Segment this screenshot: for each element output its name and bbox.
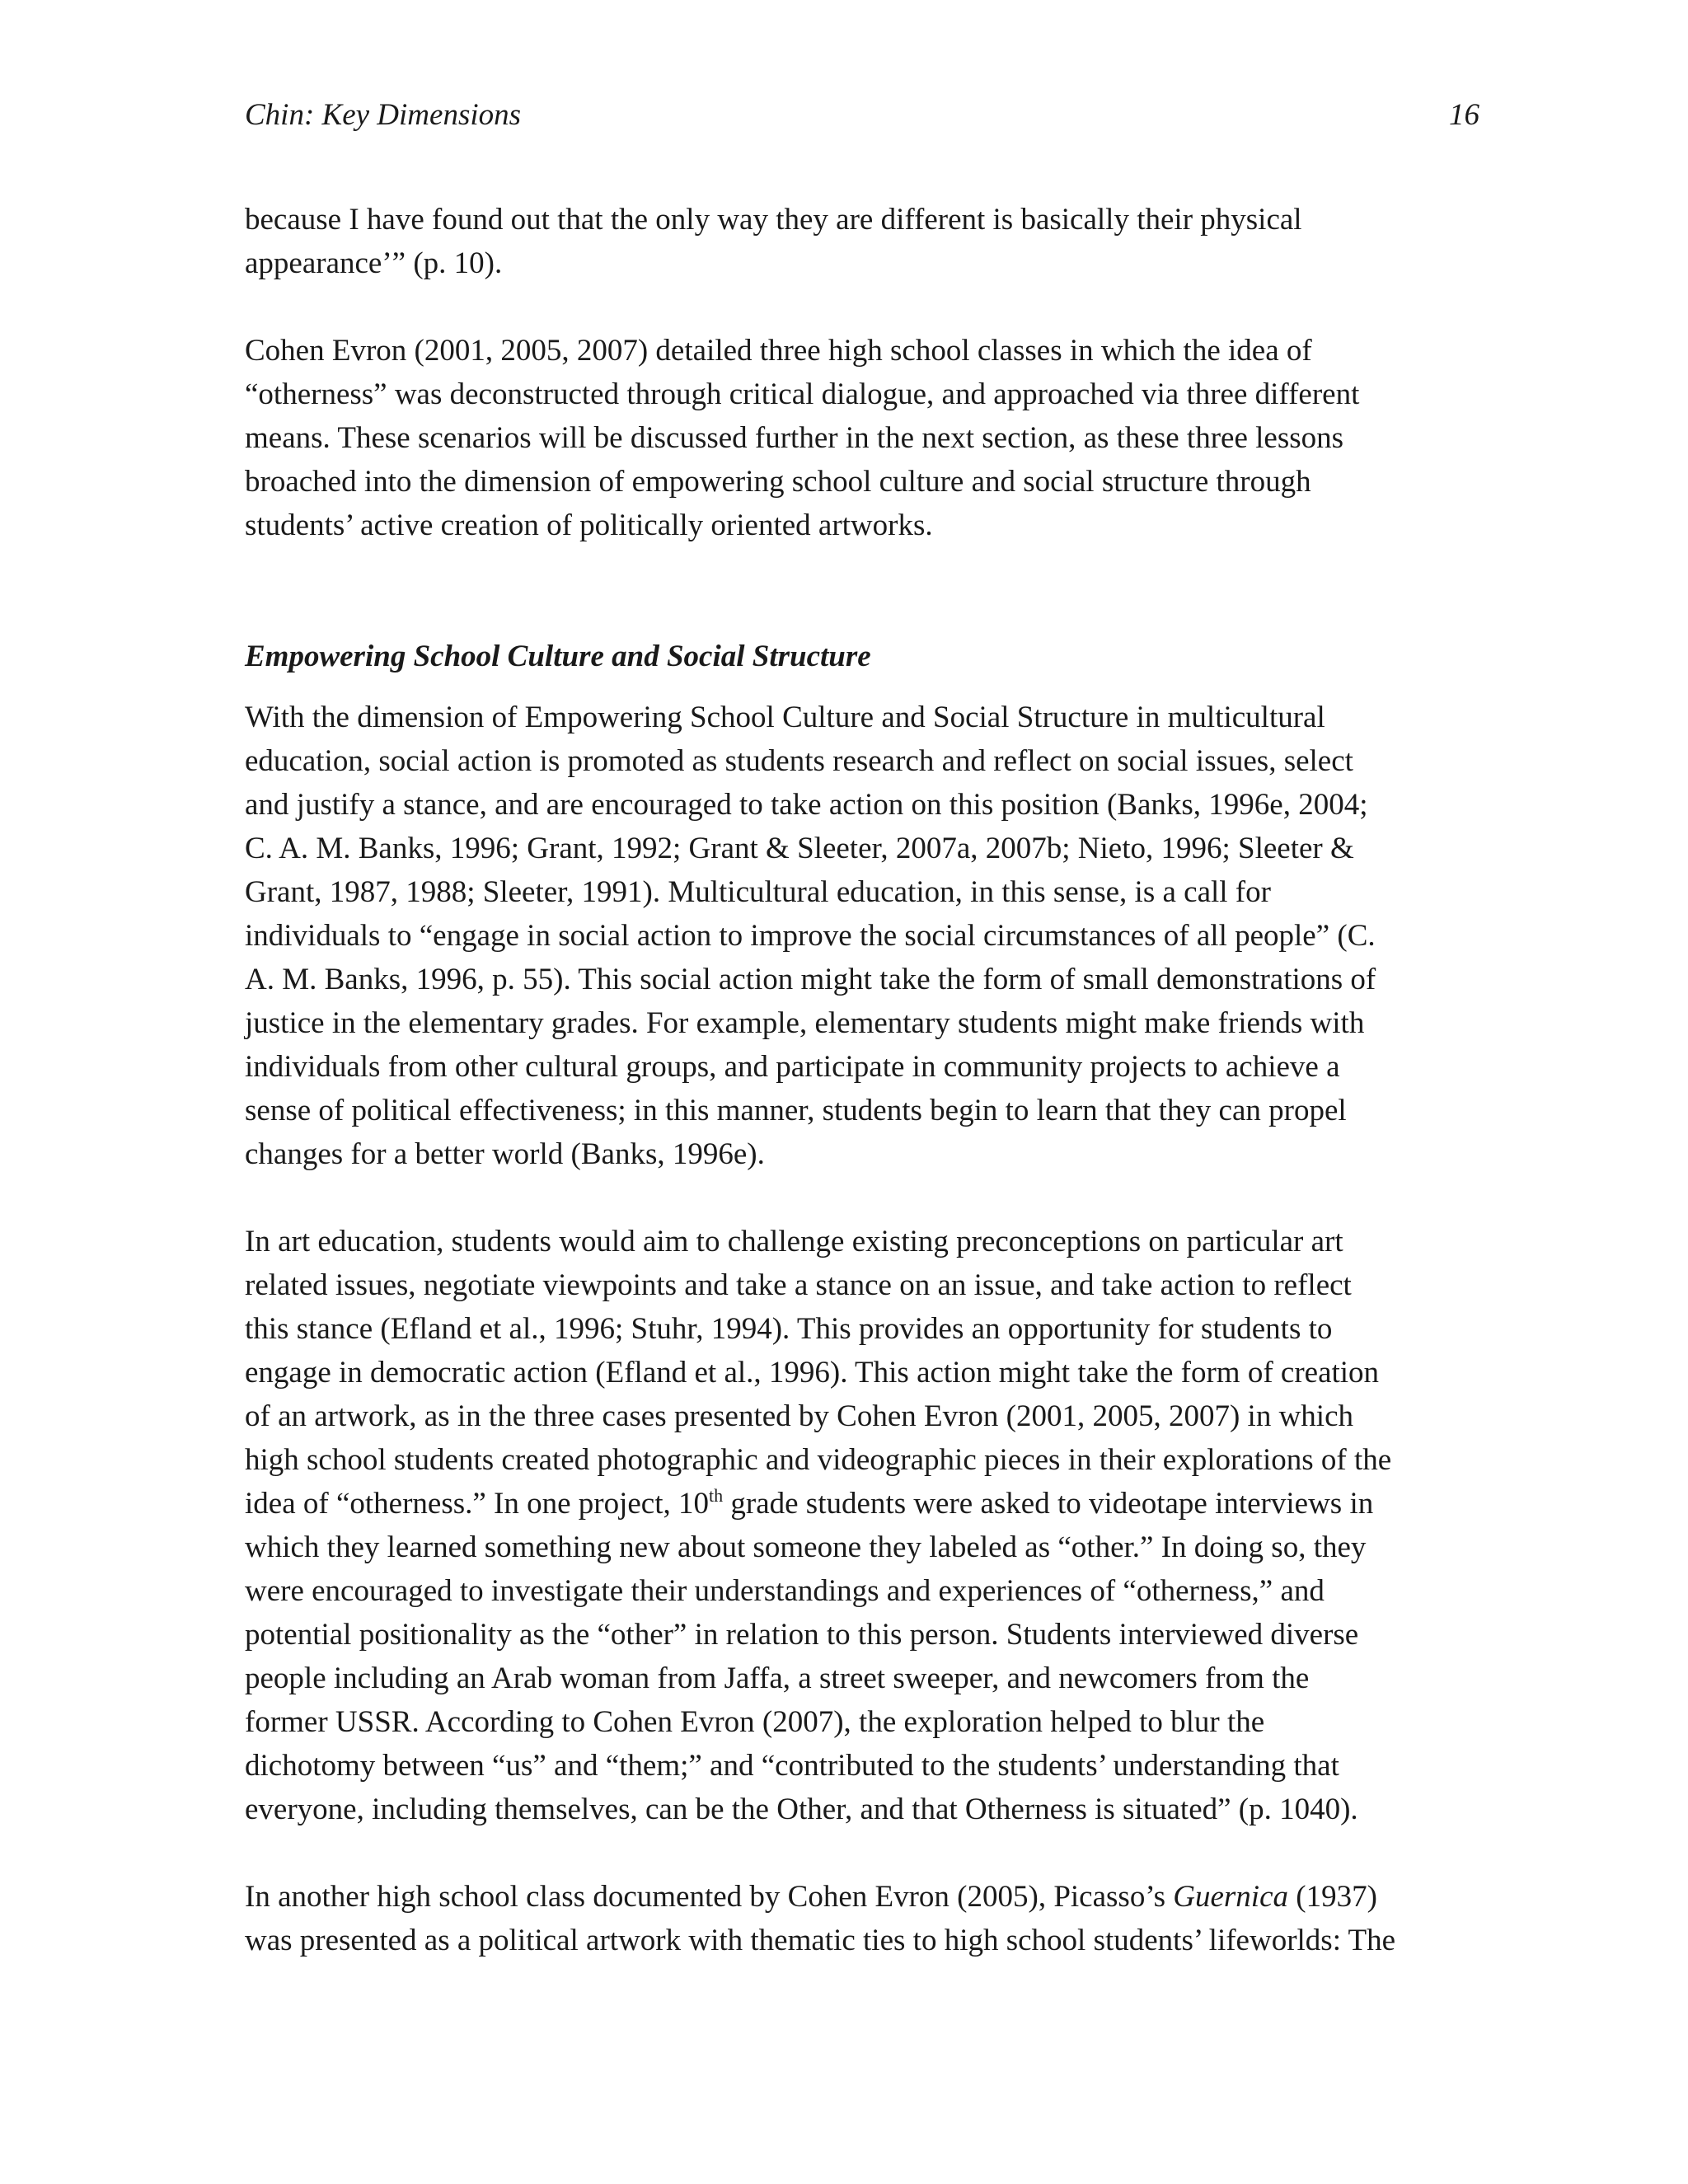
text-line: Grant, 1987, 1988; Sleeter, 1991). Multicultural education, in this sense, is a call for — [245, 875, 1271, 909]
artwork-title: Guernica — [1173, 1880, 1288, 1914]
page-number: 16 — [1449, 98, 1479, 132]
text-segment: (1937) — [1288, 1880, 1377, 1914]
text-segment: idea of “otherness.” In one project, 10 — [245, 1487, 710, 1521]
text-line: With the dimension of Empowering School Culture and Social Structure in multicultural — [245, 701, 1325, 734]
text-line: everyone, including themselves, can be the Other, and that Otherness is situated” (p. 1040). — [245, 1793, 1358, 1826]
text-line: A. M. Banks, 1996, p. 55). This social action might take the form of small demonstrations of — [245, 963, 1376, 996]
text-line: high school students created photographic and videographic pieces in their explorations of the — [245, 1443, 1392, 1477]
text-line: people including an Arab woman from Jaffa, a street sweeper, and newcomers from the — [245, 1661, 1310, 1695]
text-segment: grade students were asked to videotape interviews in — [723, 1487, 1374, 1521]
text-line: appearance’” (p. 10). — [245, 246, 503, 280]
text-line: individuals from other cultural groups, and participate in community projects to achieve a — [245, 1050, 1340, 1084]
text-line: Cohen Evron (2001, 2005, 2007) detailed three high school classes in which the idea of — [245, 334, 1312, 368]
text-line: and justify a stance, and are encouraged to take action on this position (Banks, 1996e, 2004; — [245, 788, 1368, 822]
ordinal-superscript: th — [709, 1485, 724, 1506]
text-segment: In another high school class documented by Cohen Evron (2005), Picasso’s — [245, 1880, 1174, 1914]
text-line: students’ active creation of politically oriented artworks. — [245, 509, 933, 542]
text-line: related issues, negotiate viewpoints and take a stance on an issue, and take action to reflect — [245, 1268, 1352, 1302]
text-line: education, social action is promoted as students research and reflect on social issues, select — [245, 744, 1353, 778]
paragraph-3 — [245, 696, 1481, 1176]
body-text — [245, 198, 1481, 1962]
text-line: justice in the elementary grades. For example, elementary students might make friends with — [245, 1006, 1365, 1040]
text-line: C. A. M. Banks, 1996; Grant, 1992; Grant & Sleeter, 2007a, 2007b; Nieto, 1996; Sleeter & — [245, 832, 1354, 865]
section-heading: Empowering School Culture and Social Structure — [245, 640, 871, 673]
running-head — [245, 92, 1479, 138]
paragraph-4 — [245, 1220, 1481, 1831]
paragraph-5 — [245, 1875, 1481, 1962]
text-line: potential positionality as the “other” in relation to this person. Students interviewed diverse — [245, 1618, 1359, 1652]
text-line: engage in democratic action (Efland et al., 1996). This action might take the form of creation — [245, 1356, 1380, 1390]
text-line-with-italic — [245, 1875, 1481, 1919]
text-line: of an artwork, as in the three cases presented by Cohen Evron (2001, 2005, 2007) in which — [245, 1399, 1354, 1433]
text-line-with-superscript — [245, 1482, 1481, 1526]
text-line: because I have found out that the only way they are different is basically their physical — [245, 203, 1302, 237]
paragraph-2 — [245, 329, 1481, 547]
text-line: “otherness” was deconstructed through critical dialogue, and approached via three different — [245, 377, 1360, 411]
text-line: this stance (Efland et al., 1996; Stuhr, 1994). This provides an opportunity for students to — [245, 1312, 1333, 1346]
text-line: sense of political effectiveness; in this manner, students begin to learn that they can propel — [245, 1094, 1347, 1127]
text-line: individuals to “engage in social action to improve the social circumstances of all people” (C. — [245, 919, 1376, 953]
text-line: were encouraged to investigate their understandings and experiences of “otherness,” and — [245, 1574, 1325, 1608]
text-line: broached into the dimension of empowering school culture and social structure through — [245, 465, 1311, 499]
text-line: former USSR. According to Cohen Evron (2007), the exploration helped to blur the — [245, 1705, 1265, 1739]
text-line: means. These scenarios will be discussed further in the next section, as these three lessons — [245, 421, 1344, 455]
text-line: changes for a better world (Banks, 1996e). — [245, 1137, 765, 1171]
paragraph-1 — [245, 198, 1481, 285]
text-line: dichotomy between “us” and “them;” and “contributed to the students’ understanding that — [245, 1749, 1339, 1783]
text-line: was presented as a political artwork with thematic ties to high school students’ lifeworlds: The — [245, 1924, 1396, 1957]
running-head-title: Chin: Key Dimensions — [245, 98, 522, 132]
text-line: In art education, students would aim to challenge existing preconceptions on particular art — [245, 1225, 1343, 1258]
text-line: which they learned something new about someone they labeled as “other.” In doing so, they — [245, 1530, 1367, 1564]
